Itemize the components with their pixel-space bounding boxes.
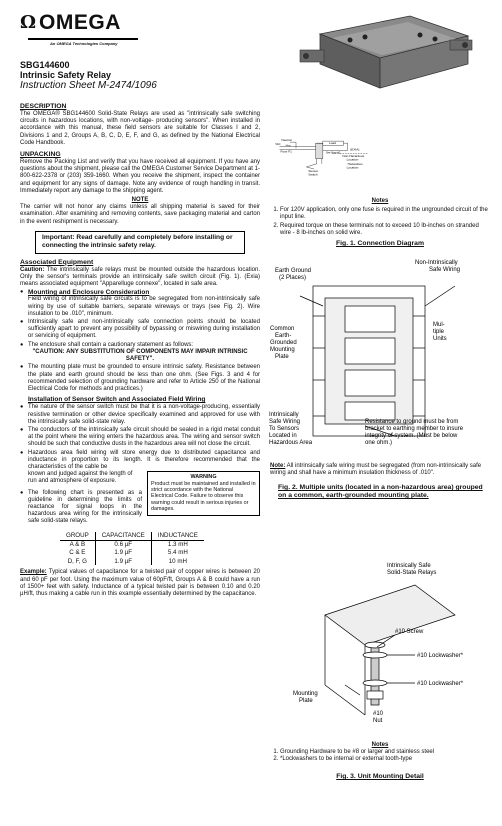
fig2-earth-ground: Earth Ground [275,268,312,274]
fig1-location-2: Location [346,165,359,170]
fig3-nut-2: Nut [373,718,383,724]
description-text: The OMEGA® SBG144600 Solid-State Relays are used as "intrinsically safe switching circuits in hazardous locations, with non-voltage- producing sensors". When installed in accordance with this manual, these field sensors are suitable for Classes I and 2, Divisions 1 and 2, Groups A, B, C, D, E, F, and G, as defined by the National Electrical Code Handbook. [20,111,260,146]
warning-text: Product must be maintained and installed in strict accordance with the National Electrical Code. Failure to observe this warning could result in serious injuries or damages. [151,480,256,513]
warning-section [20,471,260,525]
table-cell: 0.6 µF [95,540,151,549]
fig3-notes [270,742,490,780]
table-row [60,549,204,557]
table-header: GROUP [60,532,95,541]
fig2-res-2: bracket to earthing member to insure [365,426,464,432]
fig1-see-note: See Note #2 [325,151,341,155]
product-code: SBG144600 [20,60,70,70]
fig1-fuse: Fuse F1 [280,149,292,154]
fig2-drawing [300,286,455,436]
logo-rule [28,38,138,40]
fig2-grounded: Grounded [270,340,297,346]
fig2-non-is: Non-Intrinsically [415,260,458,266]
caution-paragraph [20,267,260,289]
conduit-bullet: ● The conductors of the intrinsically safe circuit should be sealed in a rigid metal conduit at the point where the wiring enters the hazardous area. The wiring and sensor switch should be such that conductive dusts in the hazardous area will not close the circuit. [20,427,260,449]
connection-diagram [265,138,490,200]
logo-tagline: An OMEGA Technologies Company [50,41,118,46]
table-cell: 1.3 mH [167,541,188,549]
fig2-common: Common [270,326,295,332]
table-cell: 1.9 µF [95,549,151,557]
fig2-multi-2: tiple [433,329,445,335]
product-title: Intrinsic Safety Relay [20,70,112,80]
fig3-plate: Plate [299,698,313,704]
fig1-note-1: 1. For 120V application, only one fuse is required in the ungrounded circuit of the input line. [280,207,490,221]
logo-wordmark: OMEGA [39,11,121,34]
fig3-notes-heading: Notes [371,742,389,748]
fig1-note-2: 2. Required torque on these terminals not to exceed 10 lb-inches on stranded wire - 8 lb-inches on solid wire. [280,223,490,237]
description-heading: DESCRIPTION [20,103,67,110]
installation-heading: Installation of Sensor Switch and Associated Field Wiring [28,396,206,404]
field-wiring-text-a: Hazardous area field wiring will store energy due to distributed capacitance and inductance in proportion to its length. It is therefore recommended that the characteristics of the cable be [28,449,260,470]
fig3-nut-1: #10 [373,711,384,717]
warning-box [147,471,260,515]
fig1-hot: Hot [285,143,291,148]
fig2-note-text: All intrinsically safe wiring must be segregated (from non-intrinsically safe wiring and shall have a minimum insulation thickness of .010". [270,463,482,476]
fig3-screw: #10 Screw [395,629,424,635]
fig1-notes [270,198,490,247]
fig2-is-1: Intrinsically [269,412,299,418]
table-header: INDUCTANCE [151,532,204,541]
fig2-res-1: Resistance to ground must be from [365,419,459,425]
fig1-caption: Fig. 1. Connection Diagram [336,240,424,247]
fig2-note-label: Note: [270,463,286,469]
table-cell: A & B [60,540,95,549]
fig1-vac: VAC [275,143,281,147]
important-notice: Important: Read carefully and completely before installing or connecting the intrinsic safety relay. [35,231,245,254]
example-label: Example: [20,569,47,576]
note-text: The carrier will not honor any claims unless all shipping material is saved for their examination. After examining and removing contents, save packaging material and carton in the event reshipment is necessary. [20,204,260,225]
mounting-heading: ● Mounting and Enclosure Consideration [28,289,150,297]
fig1-load: Load [329,141,336,146]
unpacking-text: Remove the Packing List and verify that you have received all equipment. If you have any questions about the shipment, please call the OMEGA Customer Service Department at 1-800-622-2378 or (203) 359-1660. When you receive the shipment, inspect the container and equipment for any signs of damage. Note any evidence of rough handling in transit. Immediately report any damage to the shipping agent. [20,159,260,194]
associated-equipment-heading: Associated Equipment [20,258,94,266]
fig1-notes-heading: Notes [371,198,389,204]
mounting-text: Field wiring of intrinsically safe circuits is to be segregated from non-intrinsically safe wiring by use of suitable barriers, separate wireways or trays (see Fig. 2). Wire insulation to be .010", minimum. [28,296,260,317]
fig3-lockwasher-bottom: #10 Lockwasher* [417,681,464,687]
instruction-sheet-id: Instruction Sheet M-2474/1096 [20,80,157,91]
fig3-drawing [325,585,455,715]
warning-heading: WARNING [190,474,217,481]
fig3-is-relays-1: Intrinsically Safe [387,563,431,569]
table-cell: 5.4 mH [167,549,188,557]
omega-logo [20,12,146,54]
reactance-table [60,532,204,566]
fig2-earth: Earth- [275,333,292,339]
fig2-is-4: Located in [269,433,297,439]
caution-text: The intrinsically safe relays must be mounted outside the hazardous location. Only the sensor's terminals provide an intrinsically safe switch circuit (Fig. 1). (Exia) means associated equipment "Apparelluge connexe", located in safe area. [20,266,260,288]
fig3-is-relays-2: Solid-State Relays [387,570,437,576]
table-header-row [60,532,204,541]
table-cell: 10 mH [168,557,187,565]
table-cell: 1.9 µF [95,557,151,565]
field-wiring-text-b: known and judged against the length of run and atmosphere of exposure. [28,471,133,485]
table-header: CAPACITANCE [95,532,151,541]
caution-statement: "CAUTION: ANY SUBSTITUTION OF COMPONENTS MAY IMPAIR INTRINSIC SAFETY". [32,348,248,363]
fig2-plate: Plate [275,354,289,360]
chart-guideline-bullet: ● The following chart is presented as a guideline in determining the limits of reactance for signal loops in the hazardous area wiring for the intrinsically safe solid-state relays. [20,490,142,526]
unpacking-heading: UNPACKING [20,151,61,159]
fig2-two-places: (2 Places) [279,275,307,281]
note-heading: NOTE [131,197,149,204]
table-row [60,557,204,565]
enclosure-bullet: ● The enclosure shall contain a cautionary statement as follows: [20,342,260,349]
fig2-mounting: Mounting [270,347,295,353]
fig3-mounting: Mounting [293,691,318,697]
multiple-units-diagram [265,256,490,461]
fig2-is-5: Hazardous Area [269,440,313,446]
fig2-caption: Fig. 2. Multiple units (located in a non-hazardous area) grouped on a common, earth-grounded mounting plate. [278,484,483,499]
table-cell: C & E [60,549,95,557]
table-row [60,540,204,549]
fig3-lockwasher-top: #10 Lockwasher* [417,653,464,659]
grounding-bullet: ● The mounting plate must be grounded to ensure intrinsic safety. Resistance between the plate and earth ground should be less than one ohm. (See Figs. 3 and 4 for recommended selection of grounding hardware and refer to Article 250 of the National Electrical Code for methods and practices.) [20,364,260,393]
fig2-is-3: To Sensors [269,426,300,432]
example-paragraph [20,569,260,598]
omega-symbol: Ω [20,12,37,33]
left-column [20,103,260,598]
fig1-sensor: Sensor [308,169,319,174]
fig2-note [270,463,490,477]
table-cell: D, F, G [60,557,95,565]
fig2-is-2: Safe Wiring [269,419,301,425]
fig3-caption: Fig. 3. Unit Mounting Detail [336,773,424,780]
fig2-res-4: one ohm.) [365,440,393,446]
connection-points-bullet: ● Intrinsically safe and non-intrinsically safe connection points should be located sufficiently apart to prevent any possibility of bypassing or miswiring during installation or servicing of equipment. [20,319,260,341]
unit-mounting-detail [265,555,490,745]
fig2-res-3: integrity of system. (Must be below [365,433,458,439]
fig2-multi-1: Mul- [433,322,445,328]
field-wiring-bullet [20,450,260,472]
fig3-note-1: 1. Grounding Hardware to be #8 or larger and stainless steel [280,749,490,756]
fig2-safe-wiring: Safe Wiring [429,267,461,273]
fig3-note-2: 2. *Lockwashers to be internal or external tooth-type [280,756,490,763]
relay-device-image [290,6,476,92]
caution-label: Caution: [20,266,45,273]
sensor-nature-bullet: ● The nature of the sensor switch must be that it is a non-voltage-producing, essentially resistive termination or other device specifically examined and approved for use with the intrinsically safe solid-state relay. [20,404,260,426]
fig1-non-hazardous: Non-Hazardous [342,154,365,159]
fig1-location-1: Location [346,157,359,162]
fig1-neutral: Neutral [281,138,292,143]
fig1-exia: (EXIA) [350,147,360,152]
mounting-bullet [20,289,260,318]
example-text: Typical values of capacitance for a twisted pair of copper wires is between 20 and 60 pF per foot. Using the maximum value of 60pF/ft, Groups A & B could have a run of 1500+ feet with safety. Inductance of a typical twisted pair is between 0.10 and 0.20 µH/ft, thus making a cable run in this example essentially determined by the capacitance. [20,569,260,597]
fig1-switch: Switch [308,172,318,177]
fig1-hazardous: Hazardous [347,161,363,166]
fig2-multi-3: Units [433,336,447,342]
